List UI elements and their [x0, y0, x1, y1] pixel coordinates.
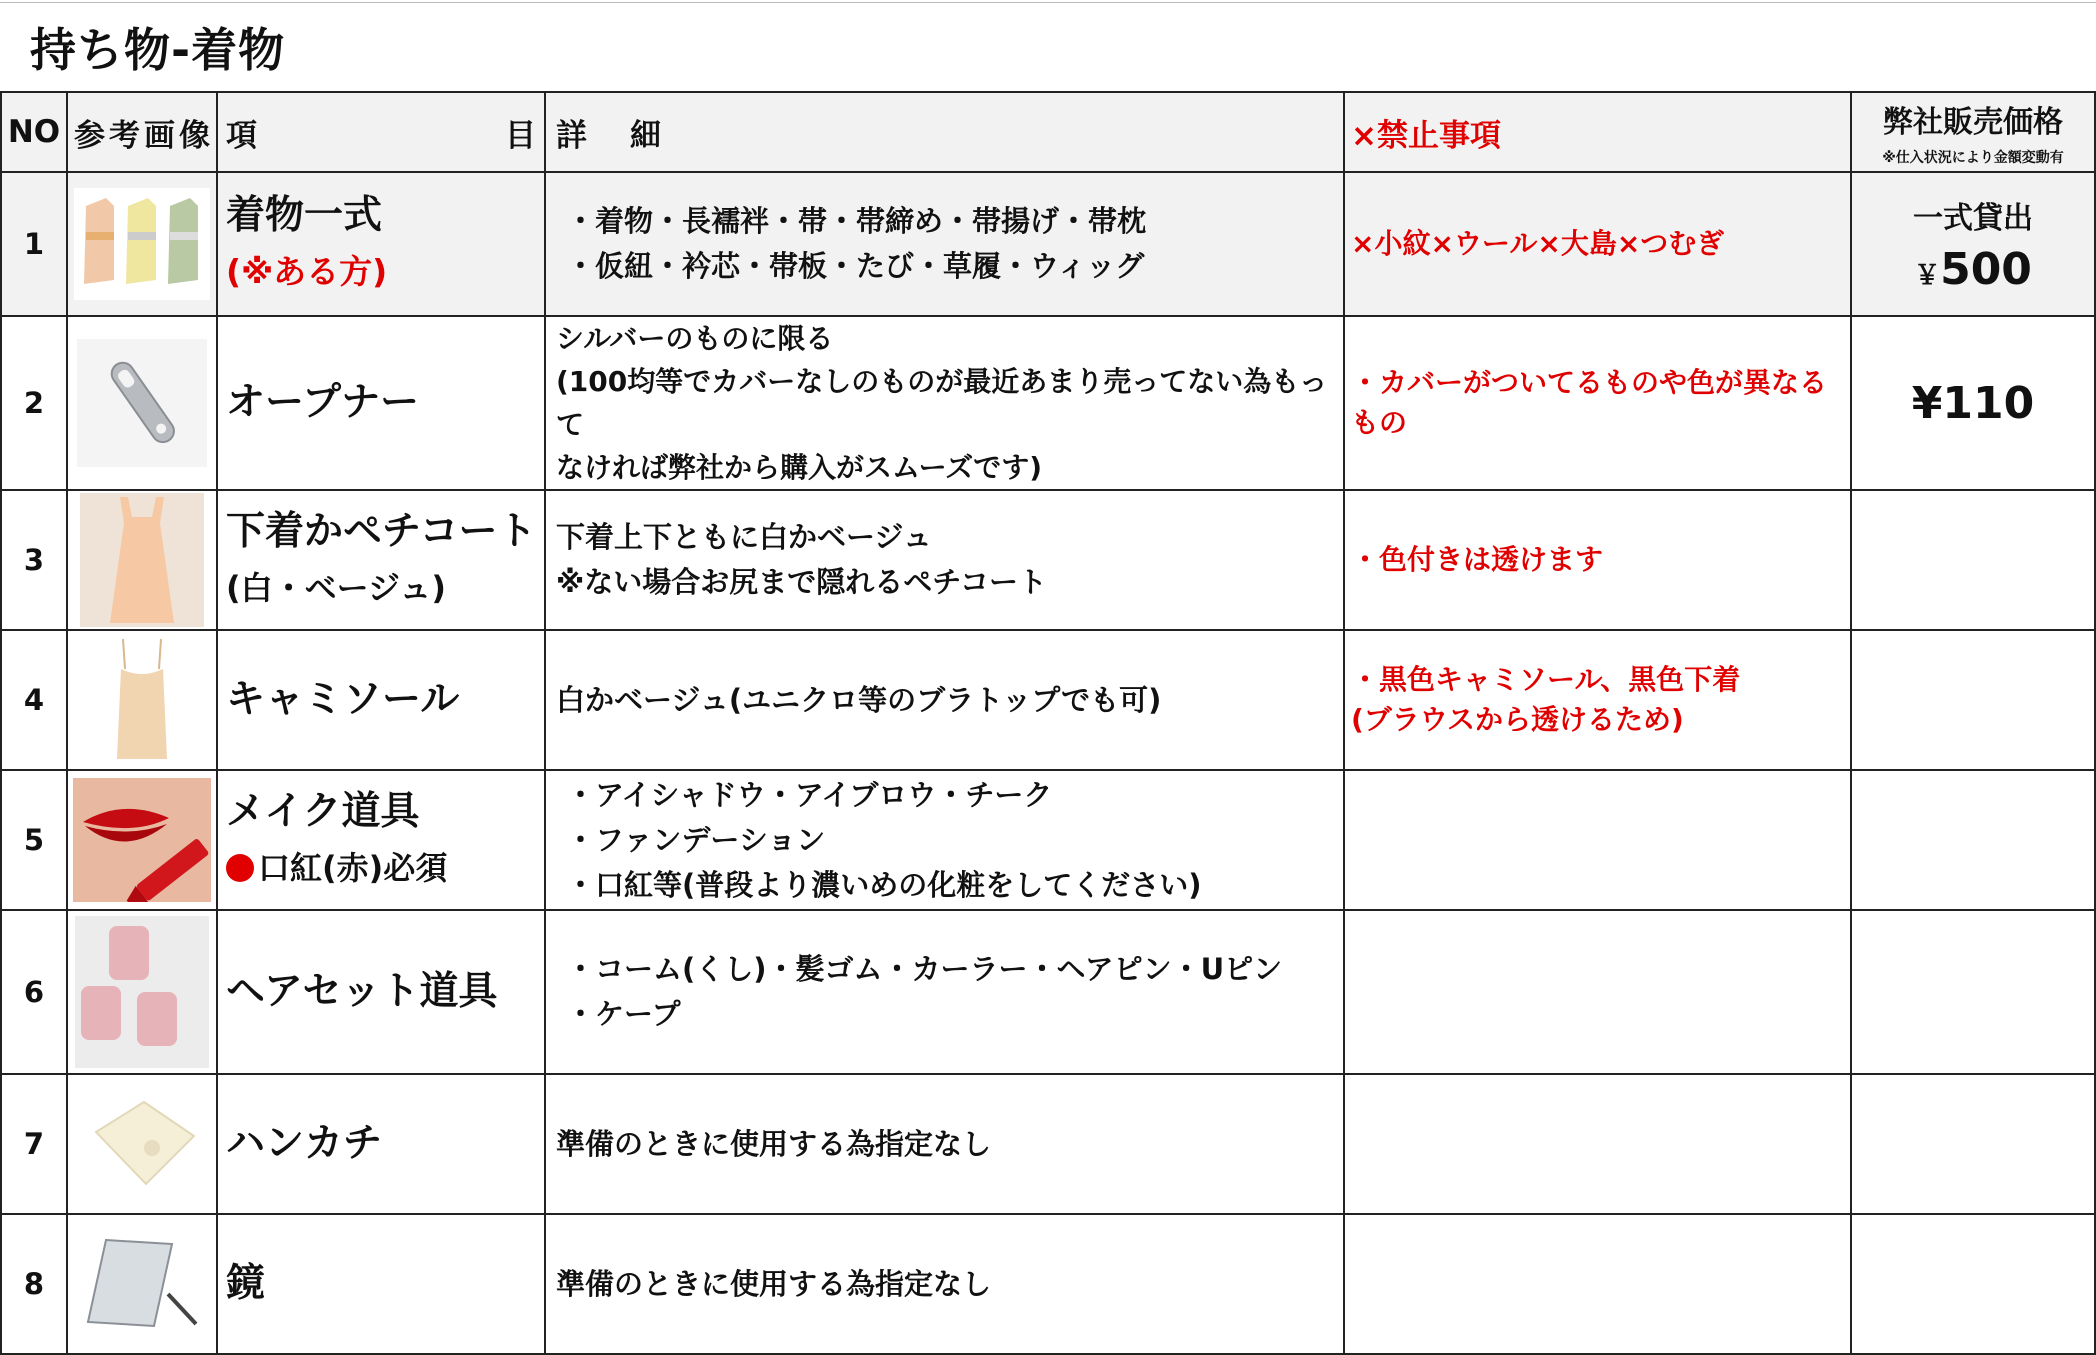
prohibited-cell	[1344, 1214, 1851, 1354]
camisole-icon	[67, 630, 217, 770]
price-amount: 500	[1940, 243, 2032, 295]
item-cell	[217, 172, 545, 316]
row-number: 7	[1, 1074, 67, 1214]
detail-line: 準備のときに使用する為指定なし	[556, 1266, 992, 1301]
row-number: 5	[1, 770, 67, 910]
detail-line: 下着上下ともに白かベージュ	[556, 520, 932, 554]
detail-line: ・着物・長襦袢・帯・帯締め・帯揚げ・帯枕	[566, 204, 1147, 238]
item-note: (※ある方)	[226, 252, 388, 291]
table-row	[1, 630, 2095, 770]
detail-line: なければ弊社から購入がスムーズです)	[556, 451, 1042, 484]
detail-line: 準備のときに使用する為指定なし	[556, 1126, 992, 1161]
prohibited-cell	[1344, 316, 1851, 490]
prohibited-cell	[1344, 770, 1851, 910]
required-dot-icon	[226, 854, 254, 882]
item-cell	[217, 770, 545, 910]
table-row	[1, 1214, 2095, 1354]
detail-cell	[545, 1214, 1344, 1354]
item-name: オープナー	[226, 380, 420, 425]
detail-line: ・アイシャドウ・アイブロウ・チーク	[566, 777, 1053, 812]
top-border	[0, 2, 2096, 3]
header-item-left: 項	[226, 117, 257, 154]
kimono-icon	[67, 172, 217, 316]
table-row	[1, 490, 2095, 630]
table-row	[1, 910, 2095, 1074]
price-cell	[1851, 630, 2095, 770]
page-title: 持ち物-着物	[30, 23, 286, 77]
header-item-right: 目	[505, 117, 536, 154]
row-number: 8	[1, 1214, 67, 1354]
item-cell	[217, 1074, 545, 1214]
price-yen: ￥	[1914, 260, 1941, 291]
item-cell	[217, 316, 545, 490]
hair-curler-icon	[67, 910, 217, 1074]
header-image: 参考画像	[67, 92, 217, 172]
table-row	[1, 316, 2095, 490]
detail-cell	[545, 630, 1344, 770]
row-number: 4	[1, 630, 67, 770]
prohibited-line: ・カバーがついてるものや色が異なる	[1351, 366, 1828, 399]
lipstick-icon	[67, 770, 217, 910]
detail-line: 白かベージュ(ユニクロ等のブラトップでも可)	[556, 682, 1162, 717]
header-price-label: 弊社販売価格	[1883, 105, 2063, 140]
table-row	[1, 172, 2095, 316]
item-cell	[217, 1214, 545, 1354]
detail-line: ・コーム(くし)・髪ゴム・カーラー・ヘアピン・Uピン	[566, 952, 1283, 986]
detail-line: ・ファンデーション	[566, 822, 826, 857]
item-name: メイク道具	[226, 789, 420, 834]
detail-cell	[545, 1074, 1344, 1214]
table-row	[1, 1074, 2095, 1214]
header-no: NO	[1, 92, 67, 172]
item-cell	[217, 630, 545, 770]
price-cell	[1851, 172, 2095, 316]
item-name: 下着かペチコート	[226, 509, 537, 554]
prohibited-line: ・色付きは透けます	[1351, 543, 1604, 576]
price-amount: ¥110	[1911, 377, 2035, 429]
belongings-table	[0, 91, 2096, 1355]
header-item	[217, 92, 545, 172]
item-note: 口紅(赤)必須	[258, 849, 448, 887]
header-row	[1, 92, 2095, 172]
header-price-note: ※仕入状況により金額変動有	[1882, 150, 2064, 166]
prohibited-line: もの	[1351, 406, 1408, 439]
price-cell	[1851, 770, 2095, 910]
price-cell	[1851, 316, 2095, 490]
prohibited-cell	[1344, 172, 1851, 316]
table-row	[1, 770, 2095, 910]
prohibited-cell	[1344, 630, 1851, 770]
detail-line: ※ない場合お尻まで隠れるペチコート	[556, 565, 1048, 599]
item-name: ヘアセット道具	[226, 969, 498, 1014]
header-prohibited: ×禁止事項	[1344, 92, 1851, 172]
slip-icon	[67, 490, 217, 630]
row-number: 6	[1, 910, 67, 1074]
detail-cell	[545, 490, 1344, 630]
item-cell	[217, 490, 545, 630]
detail-line: ・口紅等(普段より濃いめの化粧をしてください)	[566, 867, 1202, 902]
row-number: 1	[1, 172, 67, 316]
prohibited-cell	[1344, 910, 1851, 1074]
handkerchief-icon	[67, 1074, 217, 1214]
prohibited-line: (ブラウスから透けるため)	[1351, 703, 1684, 736]
detail-line: ・仮紐・衿芯・帯板・たび・草履・ウィッグ	[566, 249, 1145, 283]
price-label: 一式貸出	[1913, 200, 2033, 236]
row-number: 2	[1, 316, 67, 490]
detail-cell	[545, 316, 1344, 490]
detail-cell	[545, 910, 1344, 1074]
price-cell	[1851, 1214, 2095, 1354]
header-detail: 詳 細	[545, 92, 1344, 172]
item-note: (白・ベージュ)	[226, 569, 446, 607]
item-cell	[217, 910, 545, 1074]
mirror-icon	[67, 1214, 217, 1354]
detail-cell	[545, 172, 1344, 316]
bottle-opener-icon	[67, 316, 217, 490]
item-name: 鏡	[226, 1261, 266, 1306]
prohibited-cell	[1344, 1074, 1851, 1214]
detail-line: ・ケープ	[566, 997, 681, 1031]
item-name: 着物一式	[226, 193, 383, 238]
price-cell	[1851, 1074, 2095, 1214]
prohibited-line: ・黒色キャミソール、黒色下着	[1351, 663, 1741, 696]
item-name: ハンカチ	[226, 1121, 383, 1166]
price-cell	[1851, 490, 2095, 630]
detail-line: シルバーのものに限る	[556, 322, 834, 355]
detail-line: (100均等でカバーなしのものが最近あまり売ってない為もって	[556, 365, 1328, 441]
header-price	[1851, 92, 2095, 172]
prohibited-cell	[1344, 490, 1851, 630]
item-name: キャミソール	[226, 677, 460, 722]
row-number: 3	[1, 490, 67, 630]
detail-cell	[545, 770, 1344, 910]
prohibited-line: ×小紋×ウール×大島×つむぎ	[1351, 227, 1725, 260]
price-cell	[1851, 910, 2095, 1074]
